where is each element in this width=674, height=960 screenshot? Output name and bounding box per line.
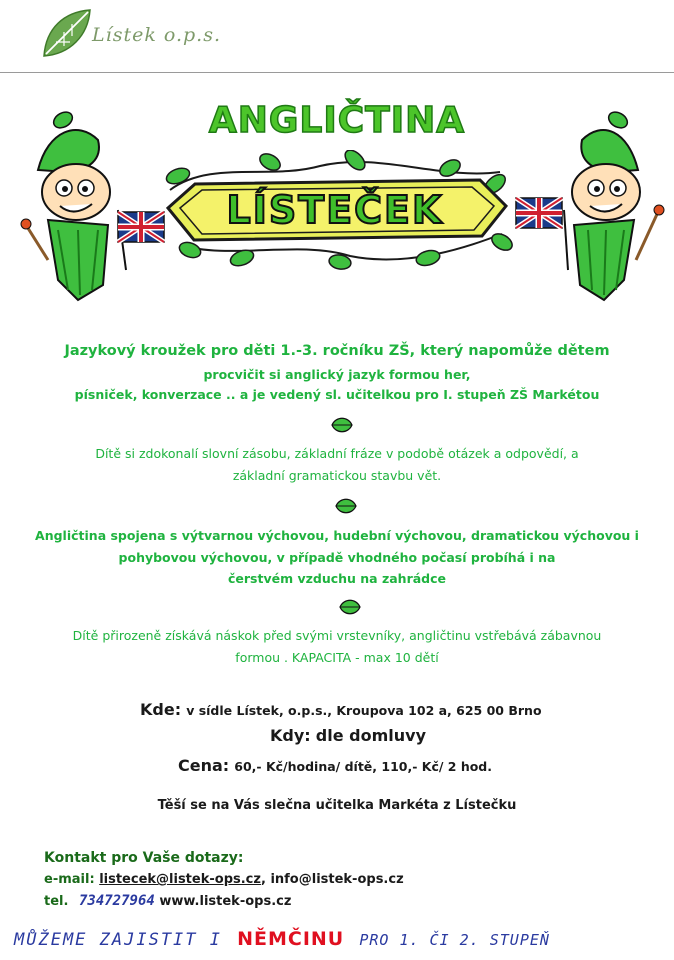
leaf-icon — [330, 416, 354, 434]
leaf-logo-icon — [40, 8, 94, 60]
email-link-1[interactable]: listecek@listek-ops.cz — [99, 872, 261, 887]
title-banner-text: LÍSTEČEK — [226, 188, 444, 232]
handwritten-part-3: PRO 1. ČI 2. STUPEŇ — [359, 931, 550, 949]
header-divider — [0, 72, 674, 73]
price-value: 60,- Kč/hodina/ dítě, 110,- Kč/ 2 hod. — [234, 759, 493, 774]
paragraph3-line-2: pohybovou výchovou, v případě vhodného počasí probíhá i na — [118, 550, 556, 565]
time-value: dle domluvy — [315, 726, 426, 745]
leaf-icon — [334, 497, 358, 515]
contact-heading: Kontakt pro Vaše dotazy: — [44, 850, 244, 866]
leaf-icon — [338, 598, 362, 616]
paragraph3-line-3: čerstvém vzduchu na zahrádce — [227, 571, 447, 586]
phone-value[interactable]: 734727964 — [78, 893, 155, 909]
paragraph3-line-1: Angličtina spojena s výtvarnou výchovou, hudební výchovou, dramatickou výchovou i — [35, 528, 639, 543]
paragraph4-line-2: formou . KAPACITA - max 10 dětí — [235, 650, 439, 665]
paragraph2-line-1: Dítě si zdokonalí slovní zásobu, základní fráze v podobě otázek a odpovědí, a — [95, 446, 579, 461]
price-label: Cena: — [178, 756, 230, 775]
handwritten-note — [14, 928, 674, 950]
logo — [40, 8, 94, 60]
location-value: v sídle Lístek, o.p.s., Kroupova 102 a, 625 00 Brno — [186, 703, 542, 718]
logo-text: Lístek o.p.s. — [92, 24, 222, 46]
phone-row — [44, 893, 291, 909]
leaf-divider — [330, 416, 354, 438]
intro-line-1: Jazykový kroužek pro děti 1.-3. ročníku ZŠ, který napomůže dětem — [64, 343, 610, 359]
page-title: ANGLIČTINA — [208, 100, 466, 141]
price-row — [178, 756, 492, 775]
handwritten-part-1: MŮŽEME ZAJISTIT I — [14, 930, 222, 950]
greeting: Těší se na Vás slečna učitelka Markéta z Lístečku — [157, 798, 517, 813]
elf-left-icon — [8, 100, 168, 310]
intro-line-3: písniček, konverzace .. a je vedený sl. učitelkou pro I. stupeň ZŠ Markétou — [74, 387, 600, 402]
time-row — [270, 726, 426, 745]
leaf-divider — [338, 598, 362, 620]
elf-right-icon — [508, 100, 674, 310]
email-separator: , — [260, 872, 266, 887]
paragraph2-line-2: základní gramatickou stavbu vět. — [232, 468, 442, 483]
email-link-2[interactable]: info@listek-ops.cz — [270, 872, 404, 887]
leaf-divider — [334, 497, 358, 519]
location-row — [140, 700, 542, 719]
intro-line-2: procvičit si anglický jazyk formou her, — [203, 367, 471, 382]
elf-mascot-left — [8, 100, 168, 310]
elf-mascot-right — [508, 100, 674, 310]
time-label: Kdy: — [270, 726, 311, 745]
handwritten-part-2: NĚMČINU — [237, 928, 345, 950]
email-row — [44, 872, 404, 887]
location-label: Kde: — [140, 700, 182, 719]
paragraph4-line-1: Dítě přirozeně získává náskok před svými vrstevníky, angličtinu vstřebává zábavnou — [72, 628, 602, 643]
email-label: e-mail: — [44, 872, 95, 887]
phone-label: tel. — [44, 894, 69, 909]
website-link[interactable]: www.listek-ops.cz — [159, 894, 292, 909]
